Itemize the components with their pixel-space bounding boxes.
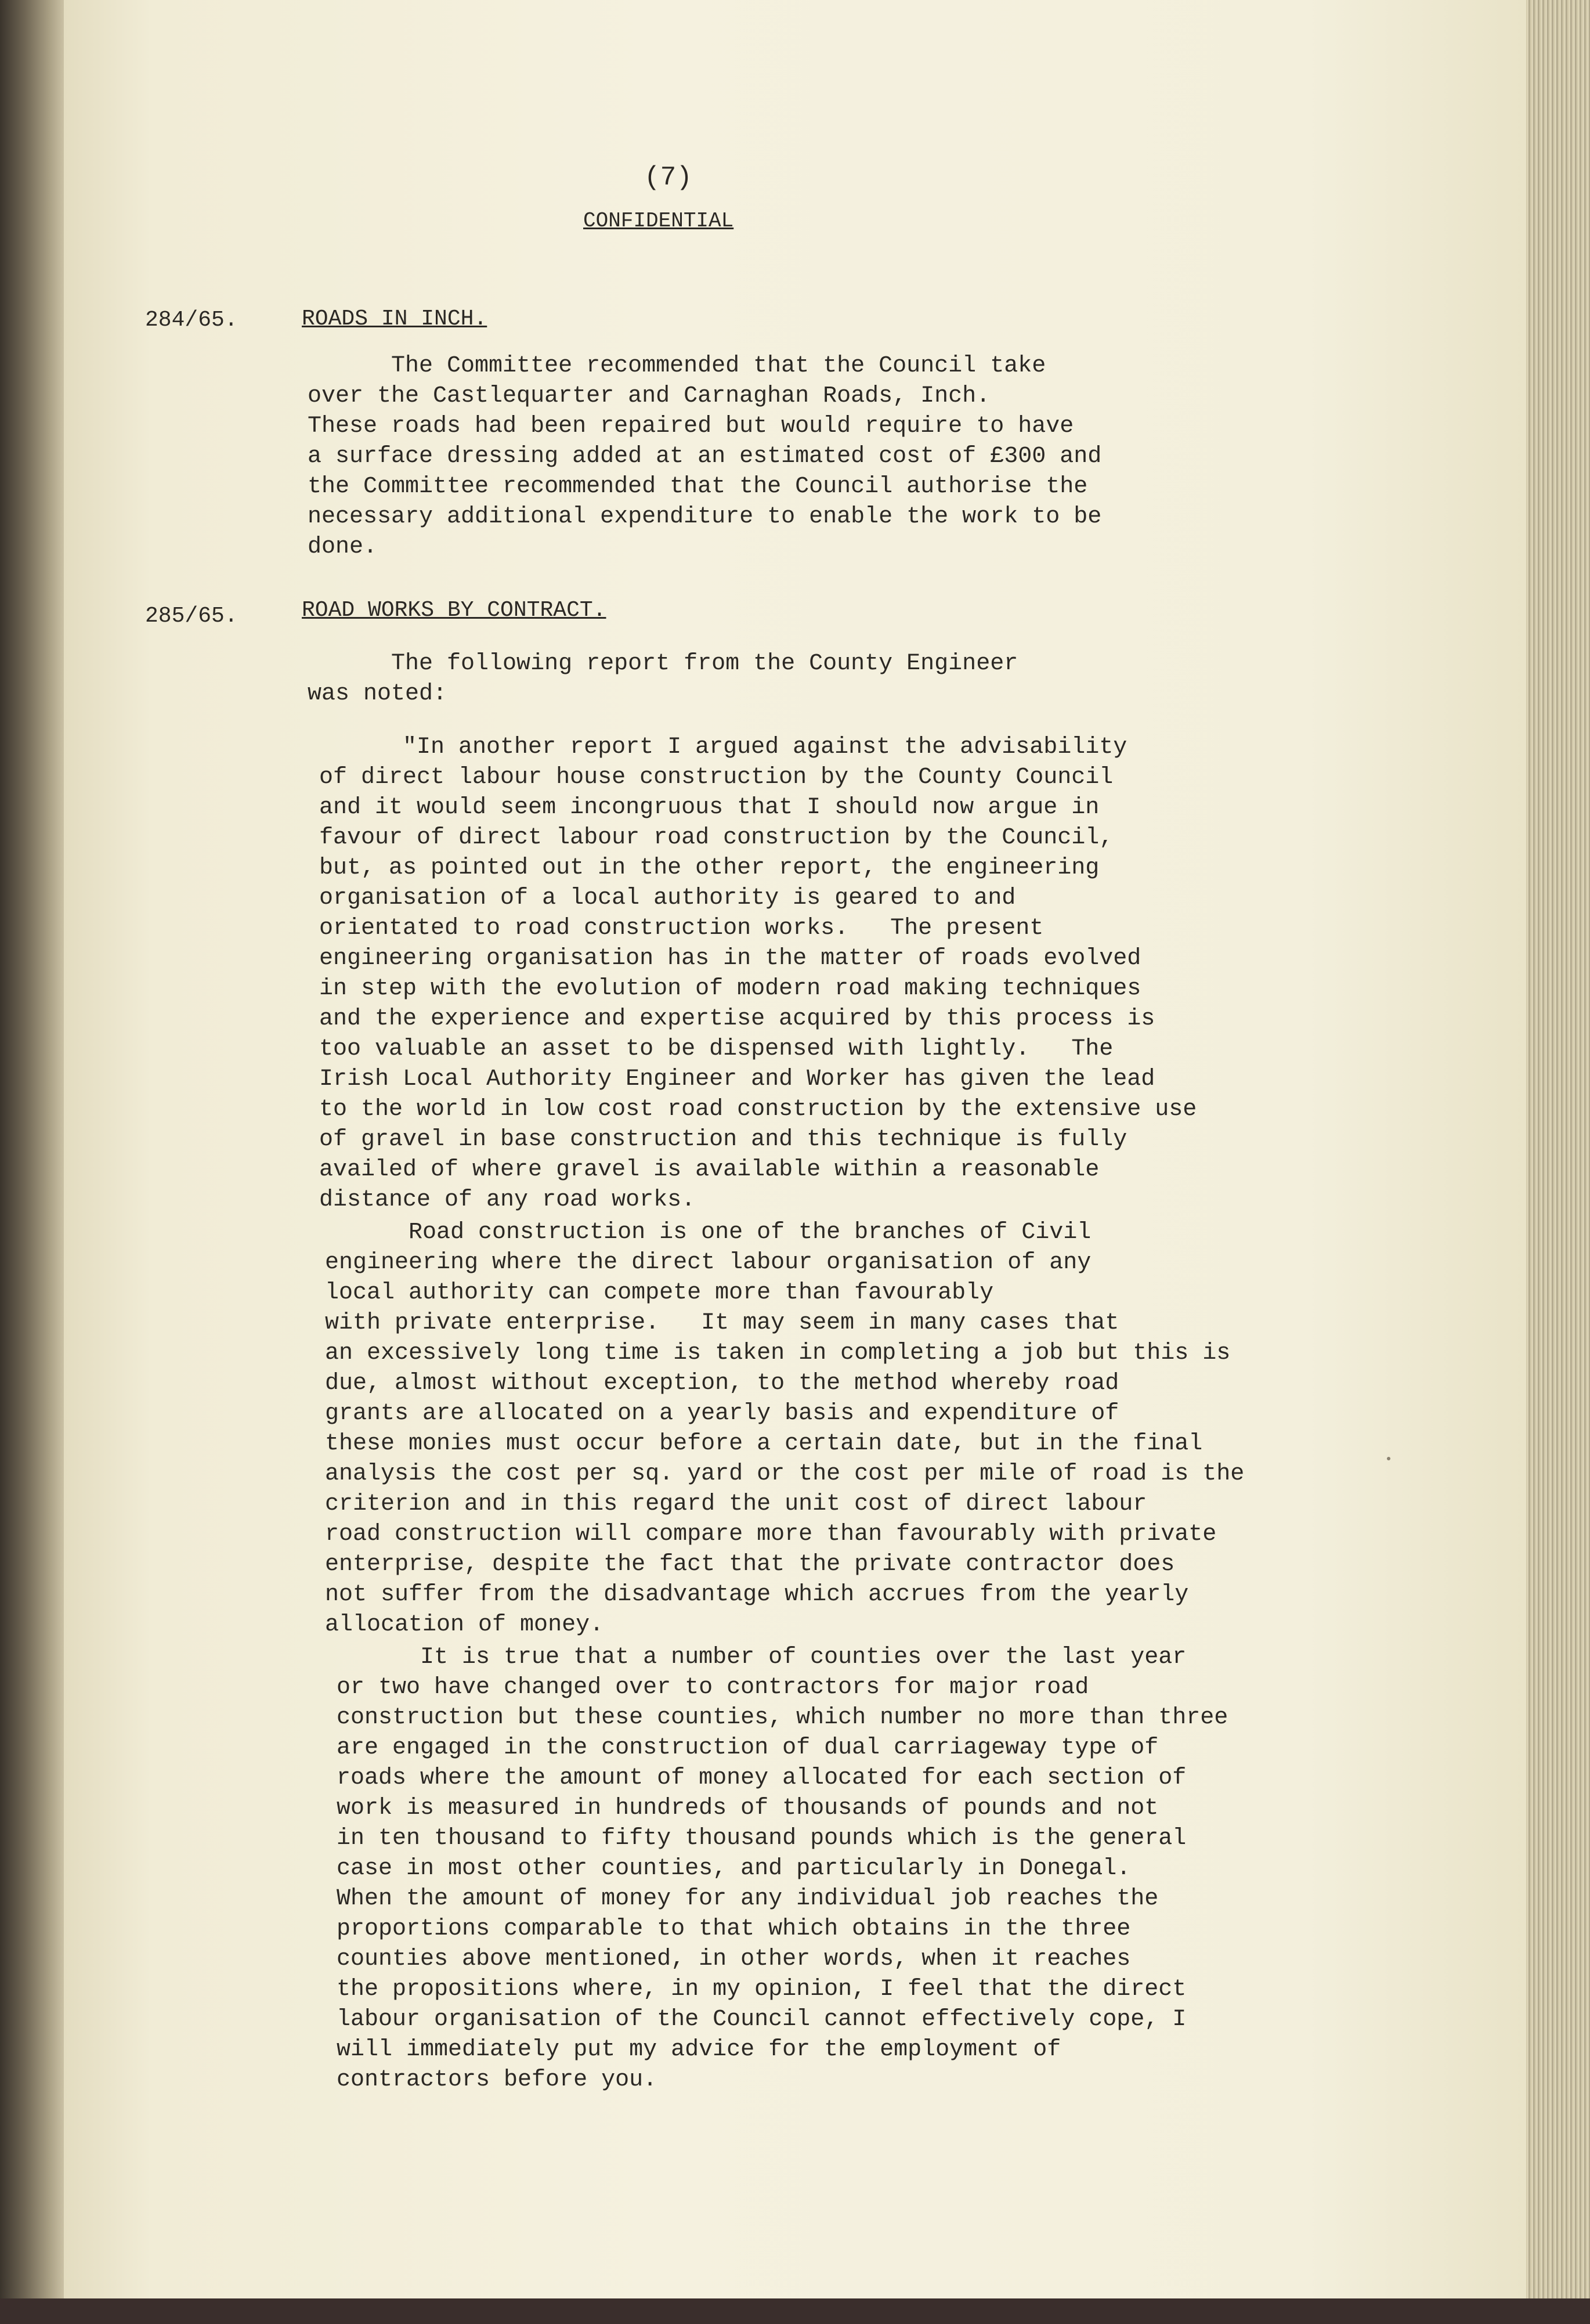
text-line: an excessively long time is taken in completing a job but this is [325, 1340, 1231, 1366]
text-line: of direct labour house construction by the County Council [319, 764, 1114, 791]
text-line: labour organisation of the Council cannot effectively cope, I [337, 2007, 1187, 2033]
text-line: the Committee recommended that the Council authorise the [308, 474, 1088, 500]
text-line: to the world in low cost road construction by the extensive use [319, 1096, 1197, 1123]
text-line: enterprise, despite the fact that the private contractor does [325, 1551, 1175, 1578]
minute-number: 285/65. [145, 604, 238, 629]
book-spine [0, 0, 70, 2298]
page-number: (7) [644, 163, 692, 193]
text-line: in ten thousand to fifty thousand pounds which is the general [337, 1825, 1187, 1852]
section-heading: ROAD WORKS BY CONTRACT. [302, 598, 606, 623]
text-line: are engaged in the construction of dual carriageway type of [337, 1735, 1159, 1761]
text-line: Road construction is one of the branches of Civil [325, 1219, 1092, 1246]
text-line: The following report from the County Engineer [308, 651, 1018, 677]
text-line: When the amount of money for any individual job reaches the [337, 1886, 1159, 1912]
text-line: engineering where the direct labour organisation of any [325, 1250, 1092, 1276]
text-line: of gravel in base construction and this technique is fully [319, 1127, 1128, 1153]
section-heading: ROADS IN INCH. [302, 306, 487, 331]
paragraph [325, 1218, 1428, 1640]
text-line: organisation of a local authority is geared to and [319, 885, 1016, 911]
text-line: will immediately put my advice for the employment of [337, 2037, 1061, 2063]
text-line: was noted: [308, 681, 447, 707]
text-line: criterion and in this regard the unit cost of direct labour [325, 1491, 1147, 1517]
confidential-header: CONFIDENTIAL [583, 209, 734, 233]
ink-speck [1387, 1457, 1390, 1460]
text-line: roads where the amount of money allocated for each section of [337, 1765, 1187, 1791]
text-line: contractors before you. [337, 2067, 657, 2093]
text-line: or two have changed over to contractors for major road [337, 1675, 1089, 1701]
text-line: not suffer from the disadvantage which accrues from the yearly [325, 1582, 1189, 1608]
text-line: distance of any road works. [319, 1187, 696, 1213]
text-line: proportions comparable to that which obtains in the three [337, 1916, 1131, 1942]
text-line: with private enterprise. It may seem in many cases that [325, 1310, 1119, 1336]
text-line: grants are allocated on a yearly basis and expenditure of [325, 1401, 1119, 1427]
text-line: due, almost without exception, to the method whereby road [325, 1370, 1119, 1396]
text-line: and it would seem incongruous that I should now argue in [319, 795, 1100, 821]
text-line: a surface dressing added at an estimated cost of £300 and [308, 443, 1102, 470]
text-line: analysis the cost per sq. yard or the cost per mile of road is the [325, 1461, 1245, 1487]
text-line: road construction will compare more than favourably with private [325, 1521, 1217, 1547]
text-line: in step with the evolution of modern road making techniques [319, 976, 1141, 1002]
text-line: done. [308, 534, 378, 560]
text-line: orientated to road construction works. The present [319, 915, 1044, 941]
text-line: local authority can compete more than favourably [325, 1280, 994, 1306]
text-line: counties above mentioned, in other words, when it reaches [337, 1946, 1131, 1972]
text-line: the propositions where, in my opinion, I feel that the direct [337, 1976, 1187, 2002]
text-line: work is measured in hundreds of thousands of pounds and not [337, 1795, 1159, 1821]
text-line: "In another report I argued against the advisability [319, 734, 1128, 760]
text-line: The Committee recommended that the Council take [308, 353, 1046, 379]
paragraph [308, 351, 1410, 562]
text-line: over the Castlequarter and Carnaghan Roads, Inch. [308, 383, 991, 409]
text-line: engineering organisation has in the matter of roads evolved [319, 946, 1141, 972]
minute-number: 284/65. [145, 308, 238, 333]
text-line: case in most other counties, and particularly in Donegal. [337, 1856, 1131, 1882]
text-line: It is true that a number of counties over the last year [337, 1644, 1187, 1670]
text-line: favour of direct labour road construction by the Council, [319, 825, 1114, 851]
text-line: allocation of money. [325, 1612, 604, 1638]
text-line: Irish Local Authority Engineer and Worker has given the lead [319, 1066, 1155, 1092]
text-line: these monies must occur before a certain date, but in the final [325, 1431, 1203, 1457]
text-line: too valuable an asset to be dispensed with lightly. The [319, 1036, 1114, 1062]
paragraph [319, 732, 1422, 1215]
page-edges [1526, 0, 1590, 2298]
text-line: but, as pointed out in the other report, the engineering [319, 855, 1100, 881]
paragraph [308, 649, 1410, 709]
bottom-edge [0, 2298, 1590, 2324]
text-line: availed of where gravel is available within a reasonable [319, 1157, 1100, 1183]
text-line: and the experience and expertise acquired by this process is [319, 1006, 1155, 1032]
paragraph [337, 1643, 1439, 2095]
text-line: These roads had been repaired but would require to have [308, 413, 1074, 439]
text-line: necessary additional expenditure to enable the work to be [308, 504, 1102, 530]
text-line: construction but these counties, which number no more than three [337, 1705, 1228, 1731]
